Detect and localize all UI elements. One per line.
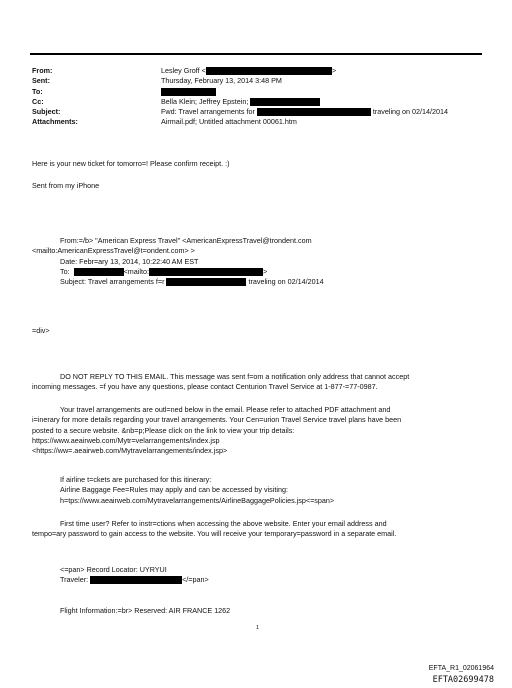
from-value-end: > [331, 66, 337, 75]
attachments-label: Attachments: [32, 117, 78, 127]
redaction-box [161, 88, 216, 96]
arrangements-line: Your travel arrangements are outl=ned below in the email. Please refer to attached PDF attachment and [60, 405, 391, 414]
fwd-to-prefix: To: [60, 266, 70, 276]
fwd-to-line [32, 267, 324, 277]
cc-value: Bella Klein; Jeffrey Epstein; [161, 96, 249, 106]
subject-value-end: traveling on 02/14/2014 [372, 107, 449, 117]
from-value: Lesley Groff < [161, 66, 206, 75]
fwd-mailto-line: <mailto:AmericanExpressTravel@t=ondent.com> > [32, 246, 195, 256]
flight-information: Flight Information:=br> Reserved: AIR FRANCE 1262 [60, 606, 231, 615]
notice-paragraph [32, 372, 409, 393]
from-label: From: [32, 66, 53, 75]
traveler-line [60, 575, 209, 585]
sent-value: Thursday, February 13, 2014 3:48 PM [161, 76, 282, 86]
baggage-line: If airline t=ckets are purchased for this itinerary: [60, 475, 212, 484]
forwarded-header [32, 236, 324, 287]
attachments-value: Airmail.pdf; Untitled attachment 00061.htm [161, 117, 297, 127]
trip-details-link[interactable]: https://www.aeairweb.com/Mytr=velarrangements/index.jsp [32, 435, 220, 445]
fwd-subject-end: traveling on 02/14/2014 [248, 277, 324, 287]
subject-value: Fwd: Travel arrangements for [161, 107, 255, 117]
redaction-box [166, 278, 246, 286]
body-line-signature: Sent from my iPhone [32, 181, 100, 190]
trip-details-link-alt[interactable]: <https://ww=.aeairweb.com/Mytravelarrangements/index.jsp> [32, 446, 228, 456]
subject-label: Subject: [32, 107, 61, 117]
sent-label: Sent: [32, 76, 50, 86]
notice-line: incoming messages. =f you have any questions, please contact Centurion Travel Service at 1-877-=77-0987. [32, 382, 378, 392]
fwd-to-mailto: <mailto: [123, 266, 149, 276]
first-time-paragraph [32, 519, 396, 540]
first-time-line: tempo=ary password to gain access to the website. You will receive your temporary=password in a separate email. [32, 529, 397, 539]
baggage-line: Airline Baggage Fee=Rules may apply and can be accessed by visiting: [60, 485, 288, 495]
arrangements-paragraph [32, 405, 401, 456]
arrangements-line: posted to a secure website. &nb=p;Please click on the link to view your trip details: [32, 425, 295, 435]
redaction-box [149, 268, 263, 276]
baggage-policy-link[interactable]: h=tps://www.aeairweb.com/Mytravelarrangements/AirlineBaggagePolicies.jsp<=span> [60, 495, 335, 505]
fwd-subject-line [32, 277, 324, 287]
traveler-label: Traveler: [60, 575, 89, 585]
header-sent-row [32, 76, 492, 86]
redaction-box [250, 98, 320, 106]
baggage-paragraph [60, 475, 334, 506]
arrangements-line: i=inerary for more details regarding your travel arrangements. Your Cen=urion Travel Service travel plans have been [32, 415, 402, 425]
fwd-date-line: Date: Febr=ary 13, 2014, 10:22:40 AM EST [60, 256, 199, 266]
header-cc-row [32, 97, 492, 107]
header-rule [30, 53, 482, 55]
bates-number-1: EFTA_R1_02061964 [428, 665, 494, 672]
div-tag-text: =div> [32, 326, 50, 335]
redaction-box [206, 67, 332, 75]
cc-label: Cc: [32, 96, 44, 106]
header-attachments-row [32, 117, 492, 127]
header-from-row [32, 66, 492, 76]
notice-line: DO NOT REPLY TO THIS EMAIL. This message was sent f=om a notification only address that cannot accept [60, 372, 410, 381]
redaction-box [257, 108, 371, 116]
traveler-end: </=pan> [182, 575, 209, 585]
body-line-ticket: Here is your new ticket for tomorro=! Please confirm receipt. :) [32, 159, 230, 168]
header-subject-row [32, 107, 492, 117]
header-to-row [32, 87, 492, 97]
bates-number-2: EFTA02699478 [432, 675, 494, 685]
to-label: To: [32, 86, 43, 96]
booking-details [60, 565, 209, 586]
fwd-from-line: From:=/b> "American Express Travel" <AmericanExpressTravel@trondent.com [60, 236, 312, 245]
redaction-box [90, 576, 182, 584]
redaction-box [74, 268, 124, 276]
email-header [32, 66, 492, 128]
first-time-line: First time user? Refer to instr=ctions when accessing the above website. Enter your email address and [60, 519, 387, 528]
record-locator: <=pan> Record Locator: UYRYUI [60, 565, 167, 574]
fwd-subject-prefix: Subject: Travel arrangements f=r [60, 277, 165, 287]
page-number: 1 [256, 625, 260, 631]
fwd-to-end: > [262, 266, 268, 276]
